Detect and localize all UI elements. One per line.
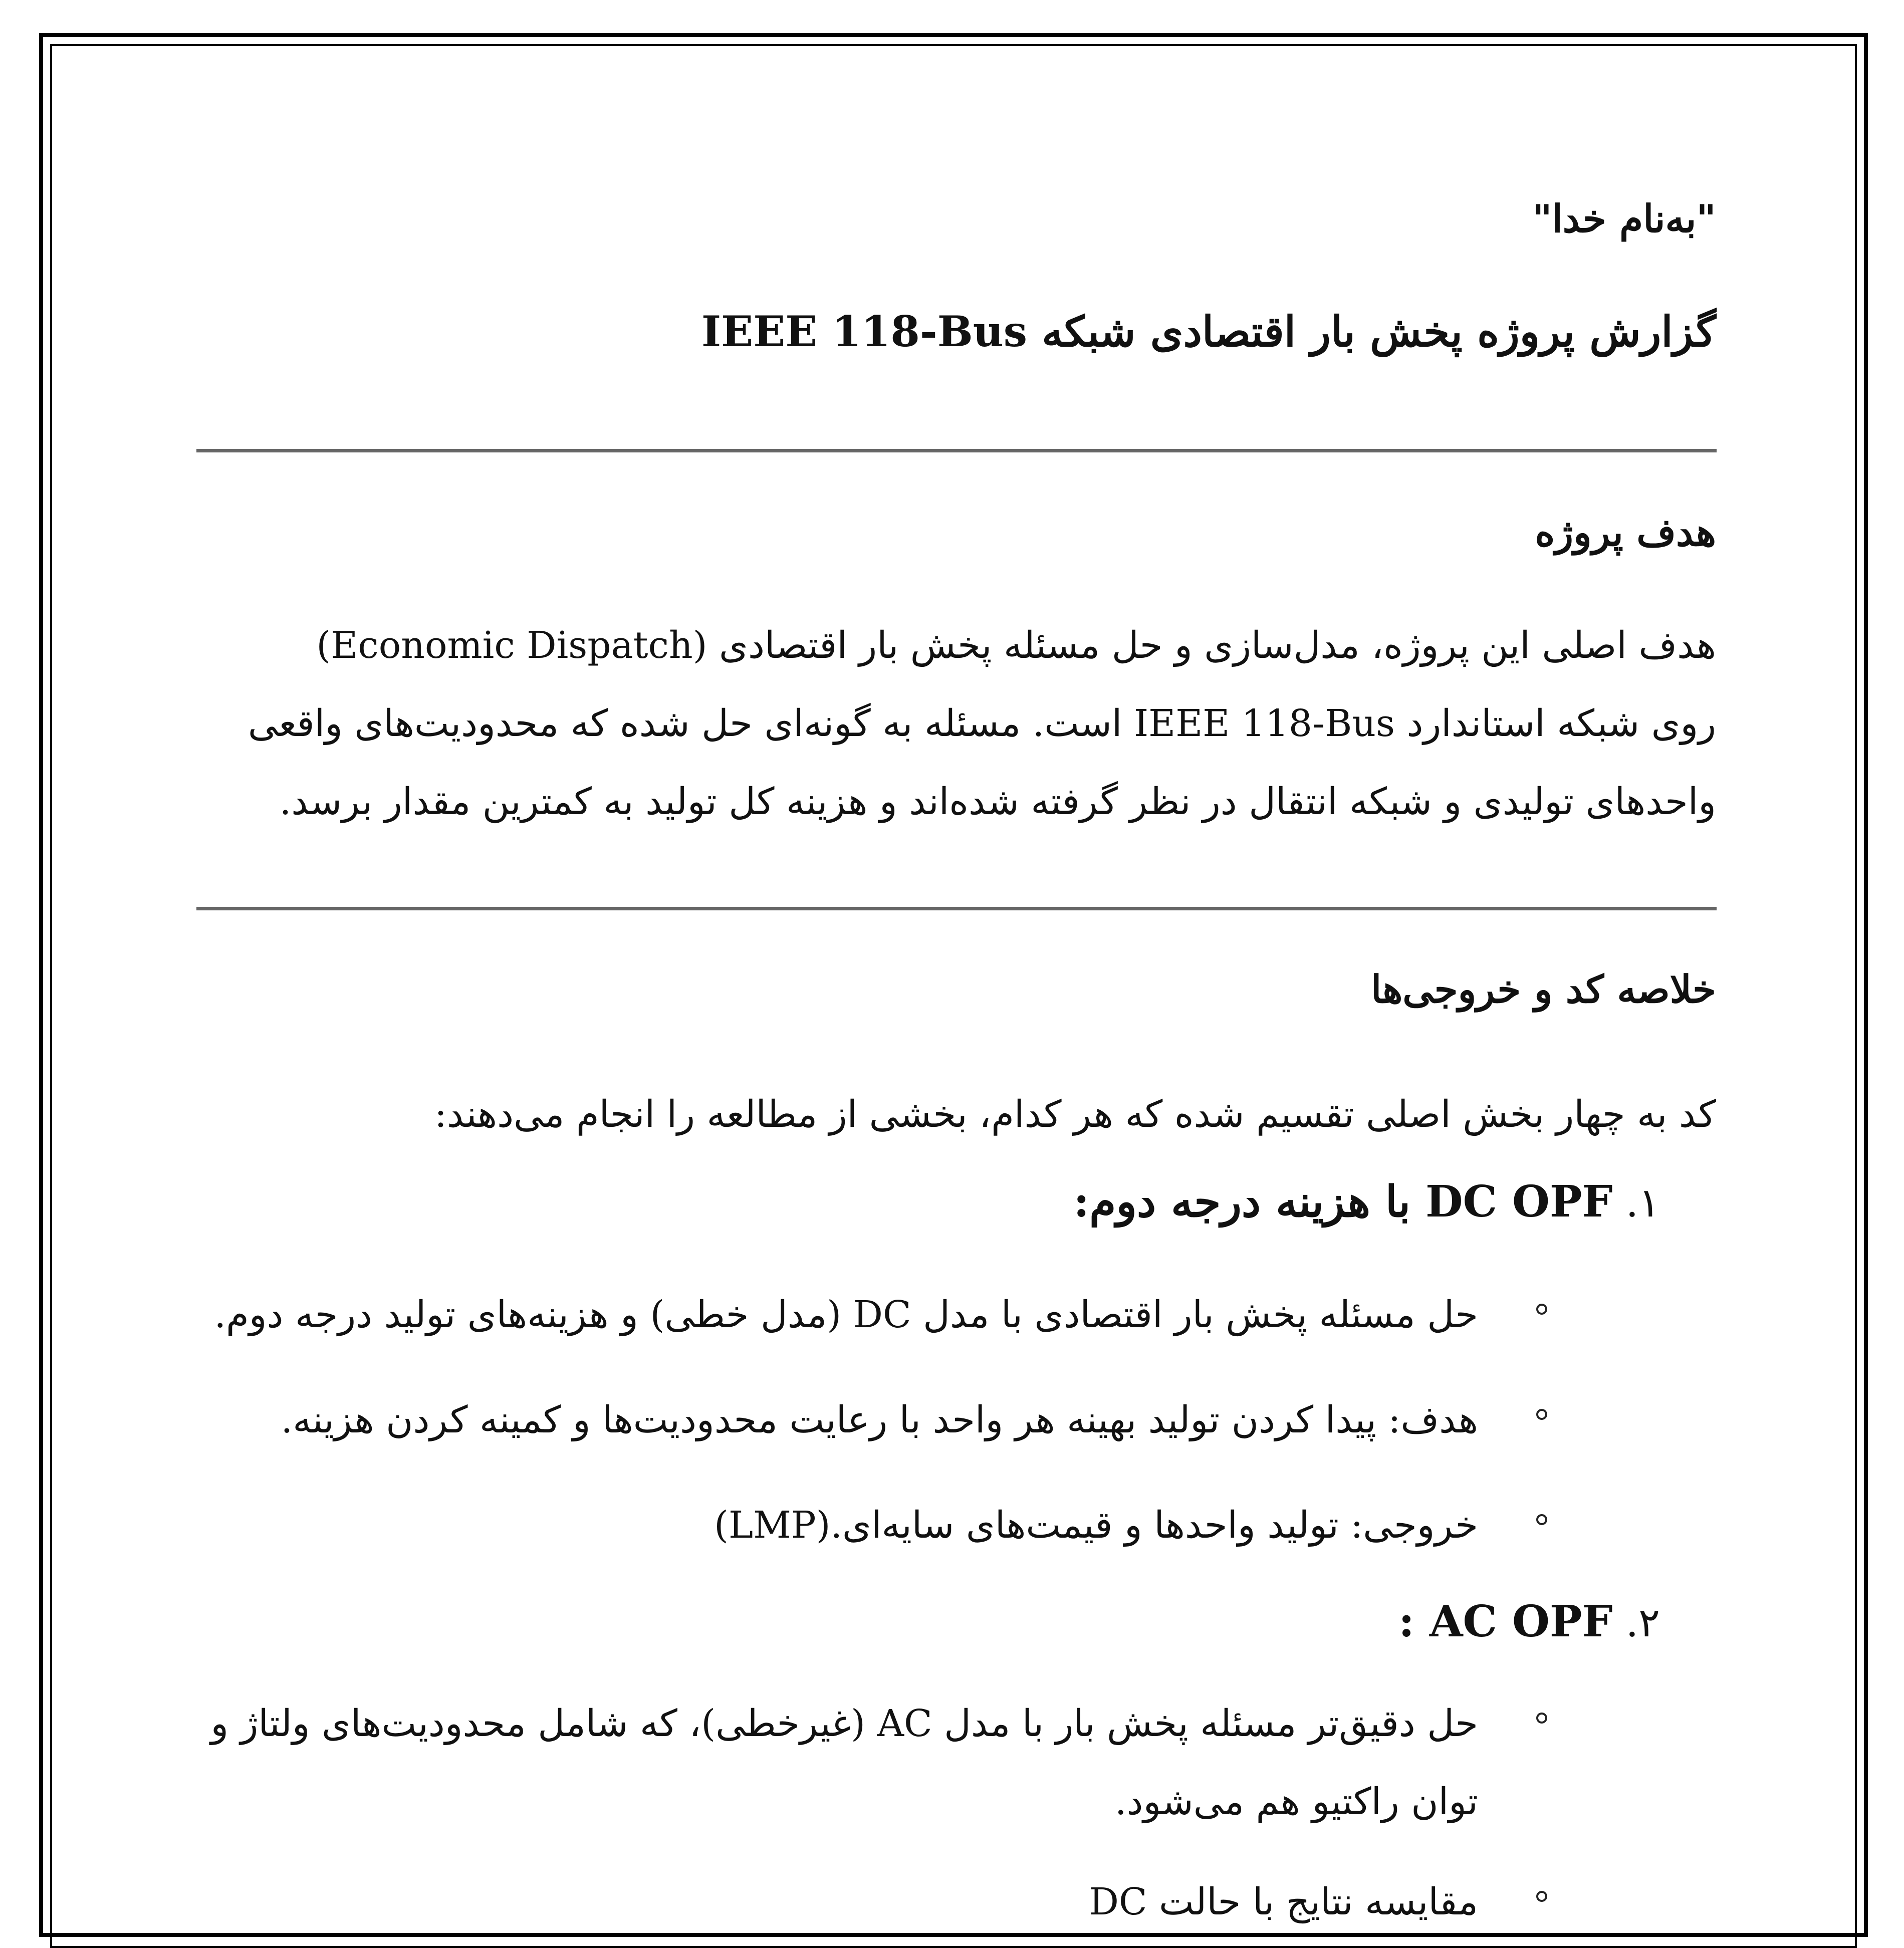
list-item xyxy=(214,1276,1478,1354)
list-item-text: مقایسه نتایج با حالت DC xyxy=(1089,1880,1478,1923)
circle-bullet-icon xyxy=(1536,1304,1547,1315)
list-item xyxy=(185,1684,1478,1841)
circle-bullet-icon xyxy=(1536,1891,1547,1902)
goal-paragraph: هدف اصلی این پروژه، مدل‌سازی و حل مسئله پخش بار اقتصادی (Economic Dispatch) روی شبکه استاندارد IEEE 118-Bus است. مسئله به گونه‌ای حل شده که محدودیت‌های واقعی واحدهای تولیدی و شبکه انتقال در نظر گرفته شده‌اند و هزینه کل تولید به کمترین مقدار برسد. xyxy=(248,624,1716,823)
list-item xyxy=(714,1486,1478,1564)
summary-heading: خلاصه کد و خروجی‌ها xyxy=(1371,967,1716,1012)
list-item-text: هدف: پیدا کردن تولید بهینه هر واحد با رعایت محدودیت‌ها و کمینه کردن هزینه. xyxy=(281,1398,1478,1441)
numbered-item-dc-opf xyxy=(1073,1176,1660,1227)
document-title: گزارش پروژه پخش بار اقتصادی شبکه IEEE 118-Bus xyxy=(701,307,1716,356)
list-item xyxy=(281,1381,1478,1459)
item-number: ۱. xyxy=(1625,1179,1660,1226)
item-number: ۲. xyxy=(1625,1599,1660,1646)
divider xyxy=(196,907,1717,910)
item-title: AC OPF : xyxy=(1398,1596,1613,1647)
circle-bullet-icon xyxy=(1536,1713,1547,1724)
summary-intro: کد به چهار بخش اصلی تقسیم شده که هر کدام، بخشی از مطالعه را انجام می‌دهند: xyxy=(434,1093,1716,1136)
list-item xyxy=(1089,1863,1478,1941)
greeting: "به‌نام خدا" xyxy=(1532,196,1716,241)
list-item-text: خروجی: تولید واحدها و قیمت‌های سایه‌ای.(LMP) xyxy=(714,1504,1478,1547)
item-title: DC OPF با هزینه درجه دوم: xyxy=(1073,1176,1613,1227)
circle-bullet-icon xyxy=(1536,1514,1547,1525)
divider xyxy=(196,449,1717,452)
list-item-text: حل دقیق‌تر مسئله پخش بار با مدل AC (غیرخطی)، که شامل محدودیت‌های ولتاژ و توان راکتیو هم می‌شود. xyxy=(210,1702,1478,1823)
circle-bullet-icon xyxy=(1536,1409,1547,1420)
list-item-text: حل مسئله پخش بار اقتصادی با مدل DC (مدل خطی) و هزینه‌های تولید درجه دوم. xyxy=(214,1293,1478,1336)
goal-heading: هدف پروژه xyxy=(1535,510,1716,555)
numbered-item-ac-opf xyxy=(1398,1596,1660,1647)
